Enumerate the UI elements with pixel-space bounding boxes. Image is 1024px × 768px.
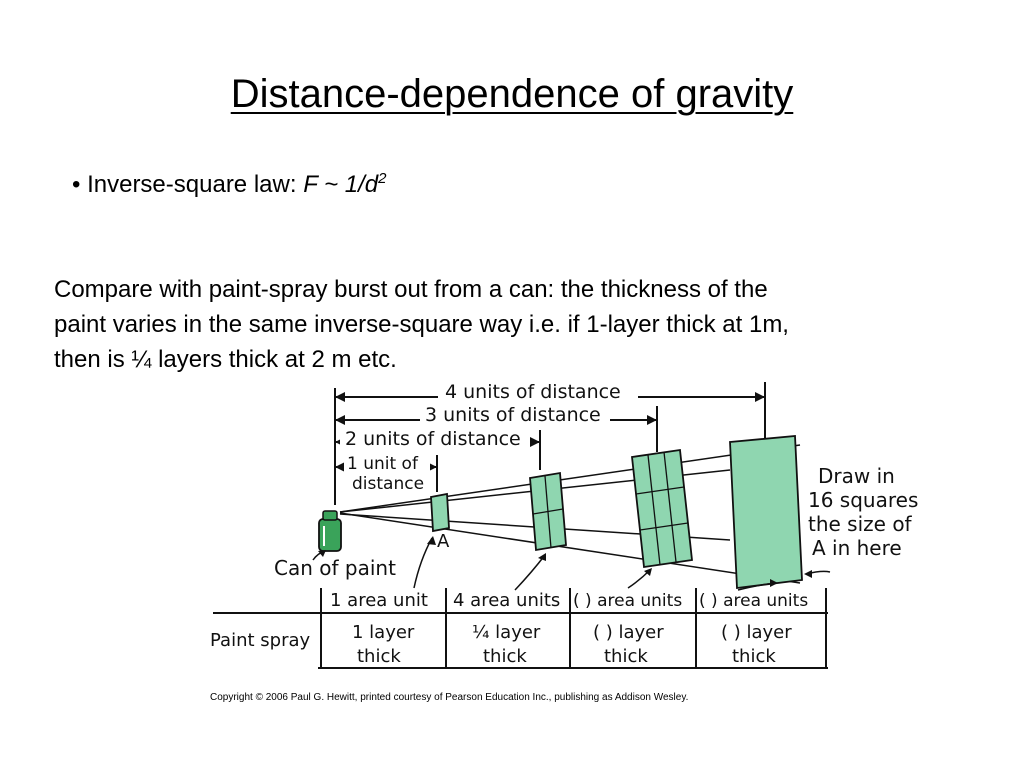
- arrowhead-3-right: [647, 415, 657, 425]
- area-cell-1: 1 area unit: [330, 590, 428, 611]
- label-distance-4: 4 units of distance: [445, 381, 621, 403]
- table-row-label: Paint spray: [210, 630, 311, 651]
- layer-cell-3-line2: thick: [604, 646, 648, 667]
- layer-cell-1-line1: 1 layer: [352, 622, 415, 643]
- note-line-1: Draw in: [818, 464, 895, 488]
- note-line-4: A in here: [812, 536, 902, 560]
- layer-cell-3-line1: ( ) layer: [593, 622, 664, 643]
- cone-line-bottom: [340, 513, 800, 583]
- can-of-paint-label: Can of paint: [274, 556, 396, 580]
- arrowhead-2-right: [530, 437, 540, 447]
- bullet-text: Inverse-square law:: [87, 171, 297, 198]
- label-distance-1-line2: distance: [352, 474, 425, 494]
- slide-title-text: Distance-dependence of gravity: [230, 72, 794, 116]
- marker-a: A: [437, 531, 450, 552]
- area-cell-3: ( ) area units: [573, 591, 683, 611]
- spray-can: [319, 511, 341, 551]
- paragraph-line-1: Compare with paint-spray burst out from a can: the thickness of the: [54, 276, 768, 303]
- label-distance-3: 3 units of distance: [425, 404, 601, 426]
- bullet-marker: •: [72, 171, 81, 198]
- pointer-panel-1: [414, 538, 432, 588]
- arrowhead-1-left: [335, 462, 345, 472]
- layer-cell-1-line2: thick: [357, 646, 401, 667]
- panel-4-units: [730, 436, 802, 588]
- panel-1-unit: [431, 494, 449, 531]
- arrowhead-4-right: [755, 392, 765, 402]
- draw-squares-note: [808, 464, 918, 560]
- arrowhead-3-left: [335, 415, 345, 425]
- pointer-head-1: [427, 536, 436, 545]
- copyright-notice: Copyright © 2006 Paul G. Hewitt, printed courtesy of Pearson Education Inc., publishing as Addison Wesley.: [210, 692, 689, 703]
- layer-cell-2-line1: ¼ layer: [472, 622, 541, 643]
- area-cell-4: ( ) area units: [699, 591, 809, 611]
- can-nozzle: [323, 511, 337, 520]
- label-distance-1-line1: 1 unit of: [347, 454, 418, 474]
- formula-main: F ~ 1/d: [303, 171, 379, 198]
- area-cell-2: 4 area units: [453, 590, 561, 611]
- paragraph-line-3: then is ¼ layers thick at 2 m etc.: [54, 346, 397, 373]
- can-body: [319, 519, 341, 551]
- spray-panels: [431, 436, 802, 588]
- layer-cell-2-line2: thick: [483, 646, 527, 667]
- pointer-head-note: [804, 570, 812, 578]
- paragraph-line-2: paint varies in the same inverse-square way i.e. if 1-layer thick at 1m,: [54, 311, 789, 338]
- note-line-3: the size of: [808, 512, 912, 536]
- formula-exponent: 2: [378, 170, 387, 187]
- panel-3-units: [632, 450, 692, 567]
- paint-table-text: [210, 590, 808, 667]
- arrowhead-4-left: [335, 392, 345, 402]
- note-line-2: 16 squares: [808, 488, 919, 512]
- pointer-panel-2: [515, 555, 545, 590]
- layer-cell-4-line1: ( ) layer: [721, 622, 792, 643]
- label-distance-2: 2 units of distance: [345, 428, 521, 450]
- layer-cell-4-line2: thick: [732, 646, 776, 667]
